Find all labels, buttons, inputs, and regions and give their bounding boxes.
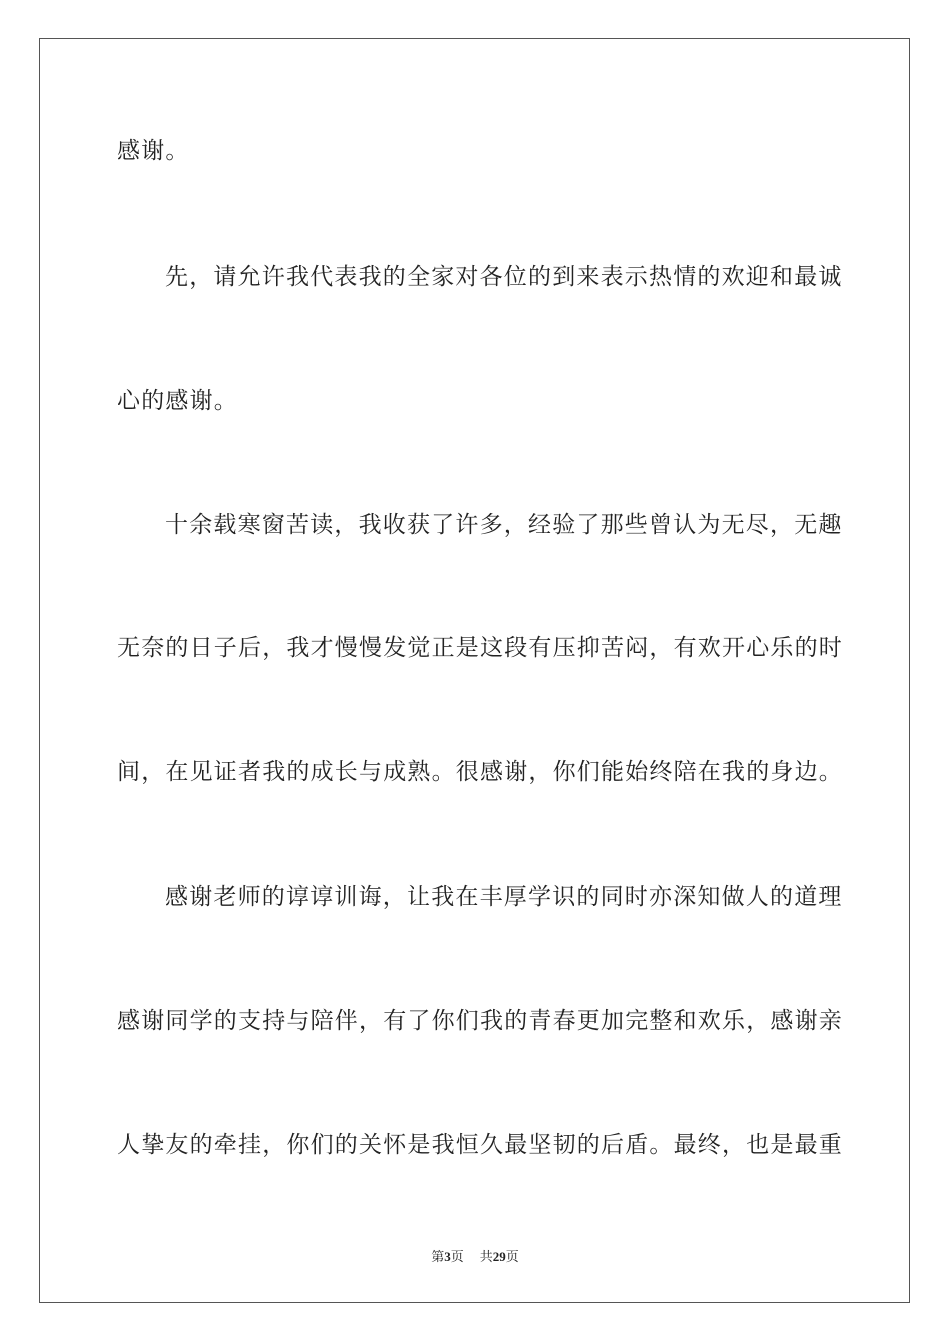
page-prefix: 第 <box>431 1250 445 1265</box>
page-number: 3 <box>444 1249 451 1264</box>
text-line-7: 感谢老师的谆谆训诲，让我在丰厚学识的同时亦深知做人的道理 <box>165 884 843 910</box>
text-line-1: 感谢。 <box>117 138 190 164</box>
page-footer <box>0 1246 950 1265</box>
total-pages: 29 <box>492 1249 506 1264</box>
page-border <box>39 38 910 1303</box>
text-line-4: 十余载寒窗苦读，我收获了许多，经验了那些曾认为无尽，无趣 <box>165 512 843 538</box>
text-line-9: 人挚友的牵挂，你们的关怀是我恒久最坚韧的后盾。最终，也是最重 <box>117 1132 843 1158</box>
page-suffix: 页 <box>450 1250 464 1265</box>
total-prefix: 共 <box>479 1250 493 1265</box>
text-line-6: 间，在见证者我的成长与成熟。很感谢，你们能始终陪在我的身边。 <box>117 759 843 785</box>
total-suffix: 页 <box>505 1250 519 1265</box>
text-line-3: 心的感谢。 <box>117 388 238 414</box>
text-line-5: 无奈的日子后，我才慢慢发觉正是这段有压抑苦闷，有欢开心乐的时 <box>117 635 843 661</box>
text-line-8: 感谢同学的支持与陪伴，有了你们我的青春更加完整和欢乐，感谢亲 <box>117 1008 843 1034</box>
text-line-2: 先，请允许我代表我的全家对各位的到来表示热情的欢迎和最诚 <box>165 264 843 290</box>
